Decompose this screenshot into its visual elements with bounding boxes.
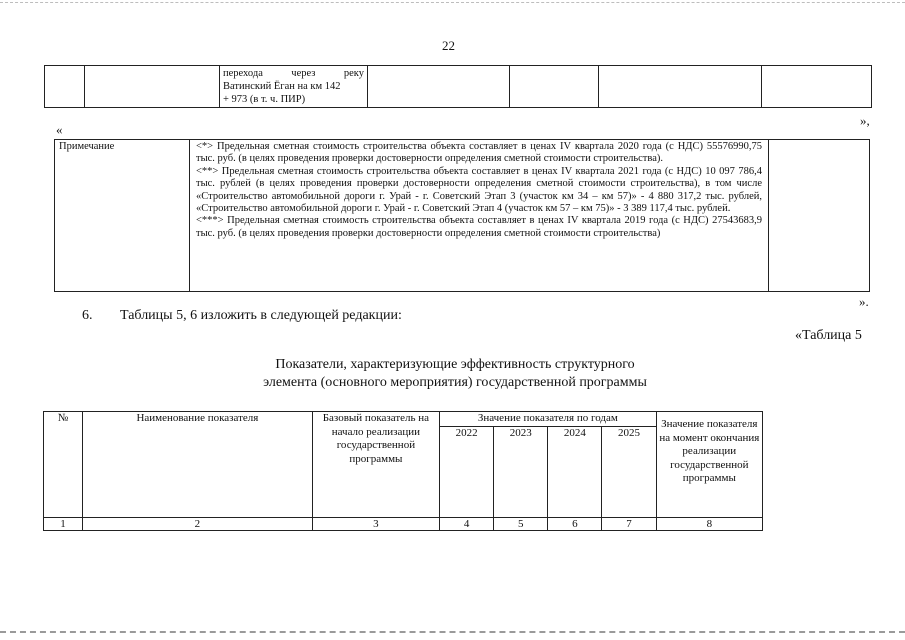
column-number: 3 [312, 518, 439, 531]
fragment-word: перехода [223, 68, 263, 79]
header-name: Наименование показателя [83, 412, 313, 518]
column-number: 7 [602, 518, 656, 531]
table-row [55, 140, 870, 292]
fragment-word: реку [343, 68, 364, 79]
table-title [200, 356, 710, 392]
table-row [44, 518, 763, 531]
header-year: 2025 [602, 427, 656, 518]
note-paragraph: <***> Предельная сметная стоимость строительства объекта составляет в ценах IV квартала 2019 года (с НДС) 27543683,9 тыс. руб. (в целях проведения проверки достоверности определения сметной стоимости строительства) [196, 215, 762, 239]
note-paragraph: <**> Предельная сметная стоимость строительства объекта составляет в ценах IV квартала 2021 года (с НДС) 10 097 786,4 тыс. рублей (в целях проведения проверки достоверности определения сметной стоимости строительства), в том числе «Строительство автомобильной дороги г. Урай - г. Советский Этап 3 (участок км 34 – км 57)» - 4 880 317,2 тыс. рублей, «Строительство автомобильной дороги г. Урай - г. Советский Этап 4 (участок км 57 – км 75)» - 3 389 117,4 тыс. рублей. [196, 165, 762, 215]
column-number: 1 [44, 518, 83, 531]
empty-cell [599, 66, 762, 108]
fragment-text-cell [220, 66, 368, 108]
column-number: 2 [83, 518, 313, 531]
title-line: элемента (основного мероприятия) государственной программы [263, 375, 647, 390]
fragment-table [44, 65, 872, 108]
title-line: Показатели, характеризующие эффективность структурного [275, 357, 635, 372]
item-text: Таблицы 5, 6 изложить в следующей редакции: [120, 308, 402, 323]
header-year: 2022 [440, 427, 494, 518]
header-base: Базовый показатель на начало реализации государственной программы [312, 412, 439, 518]
header-year: 2023 [494, 427, 548, 518]
scan-edge-top [0, 2, 905, 3]
note-body [190, 140, 769, 292]
header-end-value: Значение показателя на момент окончания реализации государственной программы [656, 412, 762, 518]
closing-quote: », [860, 113, 870, 128]
column-number: 8 [656, 518, 762, 531]
column-number: 4 [440, 518, 494, 531]
note-paragraph: <*> Предельная сметная стоимость строительства объекта составляет в ценах IV квартала 2020 года (с НДС) 55576990,75 тыс. руб. (в целях проведения проверки достоверности определения сметной стоимости строительства). [196, 141, 762, 165]
fragment-line: Ватинский Ёган на км 142 [223, 81, 341, 92]
column-number: 5 [494, 518, 548, 531]
empty-cell [368, 66, 510, 108]
empty-cell [85, 66, 220, 108]
table-row [45, 66, 872, 108]
empty-cell [769, 140, 870, 292]
empty-cell [762, 66, 872, 108]
fragment-line: + 973 (в т. ч. ПИР) [223, 94, 306, 105]
table-caption: «Таблица 5 [795, 328, 862, 343]
header-years-group: Значение показателя по годам [440, 412, 657, 427]
scan-edge-bottom [0, 631, 905, 633]
header-year: 2024 [548, 427, 602, 518]
opening-quote: « [56, 122, 63, 137]
empty-cell [510, 66, 599, 108]
header-no: № [44, 412, 83, 518]
empty-cell [45, 66, 85, 108]
note-table [54, 139, 870, 292]
note-label: Примечание [55, 140, 190, 292]
indicators-table [43, 411, 763, 531]
page-number: 22 [442, 38, 455, 53]
item-number: 6. [82, 308, 93, 323]
fragment-word: через [291, 68, 316, 79]
table-header-row [44, 412, 763, 427]
column-number: 6 [548, 518, 602, 531]
closing-quote: ». [859, 294, 869, 309]
